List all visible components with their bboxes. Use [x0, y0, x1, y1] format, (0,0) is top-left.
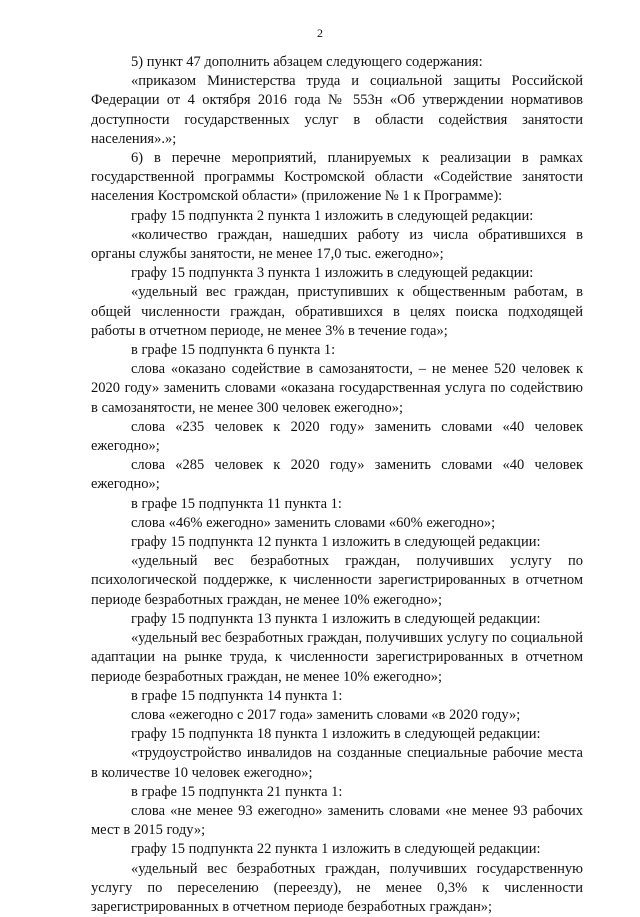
- document-body: [91, 53, 583, 917]
- paragraph: графу 15 подпункта 12 пункта 1 изложить в следующей редакции:: [131, 534, 541, 551]
- paragraph: «удельный вес безработных граждан, получивших услугу по социальной адаптации на рынке труда, к численности зарегистрированных в отчетном периоде безработных граждан, не менее 10% ежегодно»;: [91, 630, 583, 685]
- paragraph: 5) пункт 47 дополнить абзацем следующего содержания:: [131, 54, 483, 70]
- paragraph: в графе 15 подпункта 21 пункта 1:: [131, 783, 343, 800]
- paragraph: слова «оказано содействие в самозанятости, – не менее 520 человек к 2020 году» заменить словами «оказана государственная услуга по содействию в самозанятости, не менее 300 человек ежегодно»;: [91, 361, 583, 416]
- paragraph: «количество граждан, нашедших работу из числа обратившихся в органы службы занятости, не менее 17,0 тыс. ежегодно»;: [91, 226, 583, 263]
- paragraph: графу 15 подпункта 13 пункта 1 изложить в следующей редакции:: [131, 610, 541, 627]
- paragraph: графу 15 подпункта 22 пункта 1 изложить в следующей редакции:: [131, 841, 541, 858]
- paragraph: графу 15 подпункта 18 пункта 1 изложить в следующей редакции:: [131, 726, 541, 743]
- paragraph: «удельный вес безработных граждан, получивших услугу по психологической поддержке, к численности зарегистрированных в отчетном периоде безработных граждан, не менее 10% ежегодно»;: [91, 553, 583, 608]
- paragraph: слова «285 человек к 2020 году» заменить словами «40 человек ежегодно»;: [91, 457, 583, 493]
- paragraph: слова «235 человек к 2020 году» заменить словами «40 человек ежегодно»;: [91, 418, 583, 455]
- paragraph: в графе 15 подпункта 14 пункта 1:: [131, 687, 343, 704]
- paragraph: слова «46% ежегодно» заменить словами «60% ежегодно»;: [131, 514, 496, 531]
- paragraph: слова «не менее 93 ежегодно» заменить словами «не менее 93 рабочих мест в 2015 году»;: [91, 802, 583, 839]
- paragraph: графу 15 подпункта 2 пункта 1 изложить в следующей редакции:: [131, 207, 534, 224]
- paragraph: «удельный вес граждан, приступивших к общественным работам, в общей численности граждан, обратившихся в целях поиска подходящей работы в отчетном периоде, не менее 3% в течение года»;: [91, 284, 583, 339]
- page-number: 2: [317, 26, 323, 40]
- paragraph: слова «ежегодно с 2017 года» заменить словами «в 2020 году»;: [131, 706, 521, 723]
- paragraph: «приказом Министерства труда и социальной защиты Российской Федерации от 4 октября 2016 года № 553н «Об утверждении нормативов доступности государственных услуг в области содействия занятости населения».»;: [91, 73, 583, 147]
- paragraph: в графе 15 подпункта 11 пункта 1:: [131, 495, 342, 512]
- paragraph: 6) в перечне мероприятий, планируемых к реализации в рамках государственной программы Костромской области «Содействие занятости населения Костромской области» (приложение № 1 к Программе):: [91, 150, 583, 205]
- paragraph: «удельный вес безработных граждан, получивших государственную услугу по переселению (переезду), не менее 0,3% к численности зарегистрированных в отчетном периоде безработных граждан»;: [91, 860, 583, 915]
- paragraph: «трудоустройство инвалидов на созданные специальные рабочие места в количестве 10 человек ежегодно»;: [91, 745, 583, 781]
- paragraph: графу 15 подпункта 3 пункта 1 изложить в следующей редакции:: [131, 265, 534, 282]
- paragraph: в графе 15 подпункта 6 пункта 1:: [131, 342, 336, 359]
